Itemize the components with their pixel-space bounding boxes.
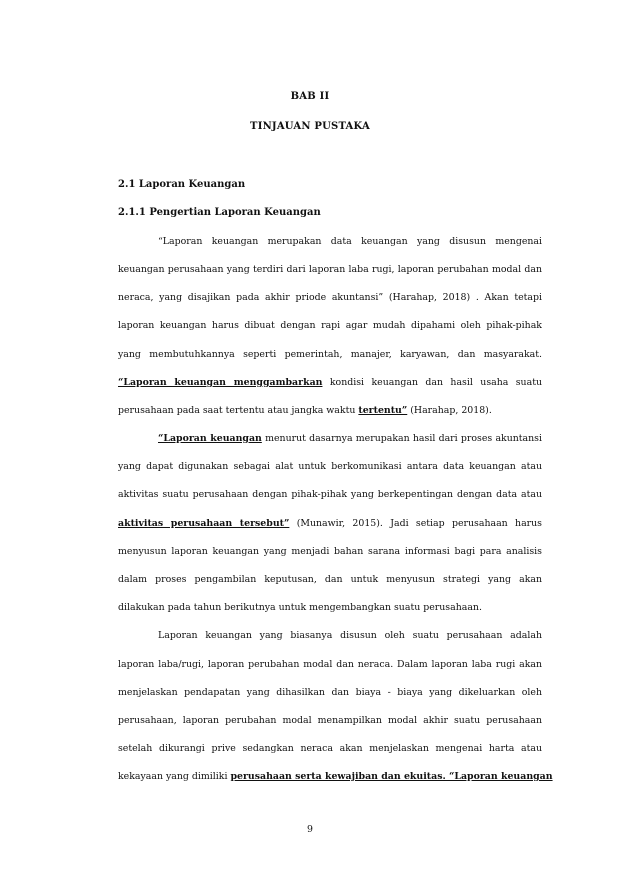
text-line: perusahaan pada saat tertentu atau jangka waktu tertentu” (Harahap, 2018). <box>118 405 492 416</box>
bold-underlined-text: tertentu” <box>358 405 408 416</box>
text-line: menyusun laporan keuangan yang menjadi bahan sarana informasi bagi para analisis <box>118 546 542 557</box>
text-line: menjelaskan pendapatan yang dihasilkan dan biaya - biaya yang dikeluarkan oleh <box>118 687 542 698</box>
bold-underlined-text: “Laporan keuangan menggambarkan <box>118 377 323 388</box>
text-line: yang membutuhkannya seperti pemerintah, manajer, karyawan, dan masyarakat. <box>118 349 542 360</box>
subsection-heading: 2.1.1 Pengertian Laporan Keuangan <box>118 207 321 218</box>
section-heading: 2.1 Laporan Keuangan <box>118 179 246 190</box>
text-line: “Laporan keuangan menurut dasarnya merupakan hasil dari proses akuntansi <box>158 433 542 444</box>
text-line: “Laporan keuangan merupakan data keuangan yang disusun mengenai <box>158 236 542 247</box>
text-line: yang dapat digunakan sebagai alat untuk berkomunikasi antara data keuangan atau <box>118 461 542 472</box>
text-line: keuangan perusahaan yang terdiri dari laporan laba rugi, laporan perubahan modal dan <box>118 264 542 275</box>
page-number: 9 <box>307 824 313 835</box>
chapter-title: TINJAUAN PUSTAKA <box>250 121 370 132</box>
text-line: laporan laba/rugi, laporan perubahan modal dan neraca. Dalam laporan laba rugi akan <box>118 659 542 670</box>
text-line: aktivitas perusahaan tersebut” (Munawir, 2015). Jadi setiap perusahaan harus <box>118 518 542 529</box>
text-line: setelah dikurangi prive sedangkan neraca akan menjelaskan mengenai harta atau <box>118 743 542 754</box>
bold-underlined-text: “Laporan keuangan <box>158 433 262 444</box>
bold-underlined-text: perusahaan serta kewajiban dan ekuitas. “Laporan keuangan <box>230 771 553 782</box>
text-line: laporan keuangan harus dibuat dengan rapi agar mudah dipahami oleh pihak-pihak <box>118 320 542 331</box>
text-line: Laporan keuangan yang biasanya disusun oleh suatu perusahaan adalah <box>158 630 542 641</box>
text-line: dalam proses pengambilan keputusan, dan untuk menyusun strategi yang akan <box>118 574 542 585</box>
text-line: aktivitas suatu perusahaan dengan pihak-pihak yang berkepentingan dengan data atau <box>118 489 542 500</box>
text-line: perusahaan, laporan perubahan modal menampilkan modal akhir suatu perusahaan <box>118 715 542 726</box>
text-line: kekayaan yang dimiliki perusahaan serta kewajiban dan ekuitas. “Laporan keuangan <box>118 771 553 782</box>
bold-underlined-text: aktivitas perusahaan tersebut” <box>118 518 290 529</box>
chapter-number: BAB II <box>290 91 330 102</box>
text-line: dilakukan pada tahun berikutnya untuk mengembangkan suatu perusahaan. <box>118 602 482 613</box>
text-line: neraca, yang disajikan pada akhir priode akuntansi” (Harahap, 2018) . Akan tetapi <box>118 292 542 303</box>
text-line: “Laporan keuangan menggambarkan kondisi keuangan dan hasil usaha suatu <box>118 377 542 388</box>
